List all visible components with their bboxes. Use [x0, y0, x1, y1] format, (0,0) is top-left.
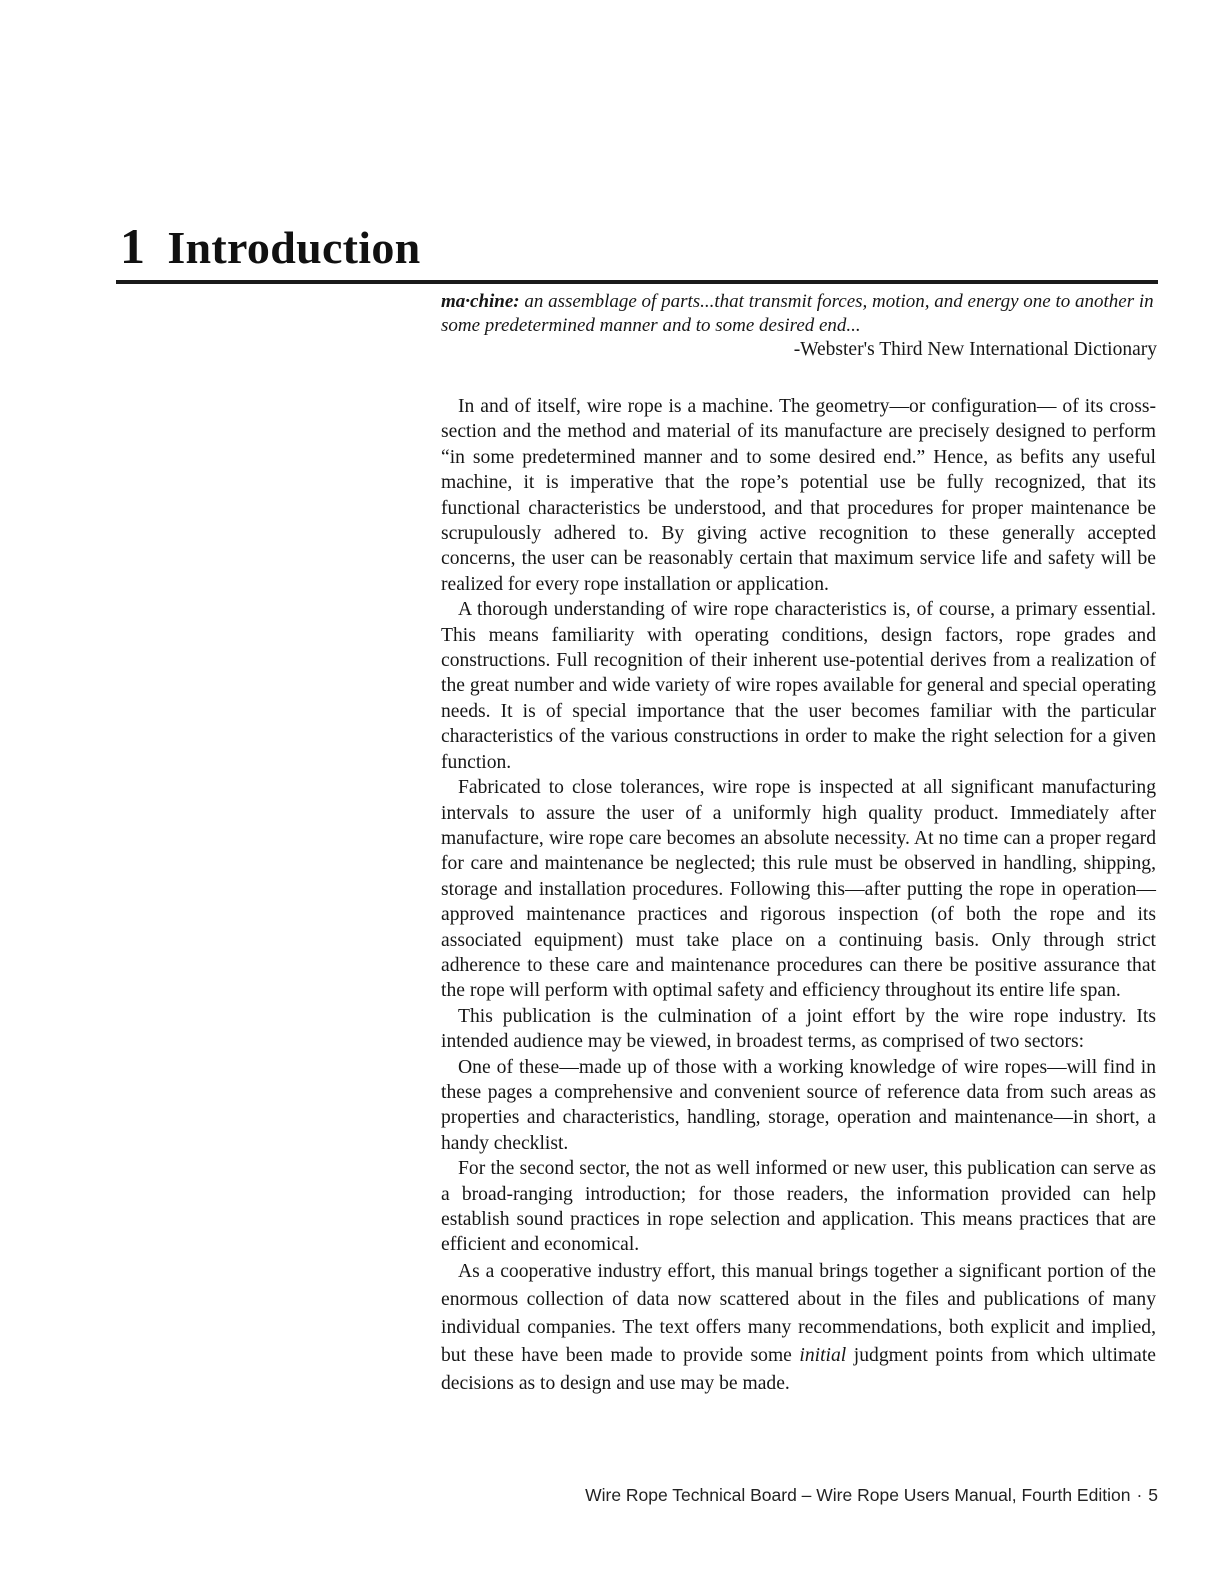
page-number: 5 — [1148, 1485, 1158, 1505]
chapter-divider — [116, 280, 1158, 284]
epigraph — [441, 290, 1157, 362]
chapter-number: 1 — [120, 218, 146, 274]
paragraph-3: Fabricated to close tolerances, wire rope is inspected at all significant manufacturing intervals to assure the user of a uniformly high quality product. Immediately after manufacture, wire rope care becomes an absolute necessity. At no time can a proper regard for care and maintenance be neglected; this rule must be observed in handling, shipping, storage and installation procedures. Following this—after putting the rope in operation—approved maintenance practices and rigorous inspection (of both the rope and its associated equipment) must take place on a continuing basis. Only through strict adherence to these care and maintenance procedures can there be positive assurance that the rope will perform with optimal safety and efficiency throughout its entire life span. — [441, 777, 1156, 1002]
paragraph-7-start: As a cooperative industry effort, this manual brings together a significant portion of the enormous collection of data now scattered about in the files and publications of many individual companies. The text offers many recommendations, both explicit and implied, but these have been made to provide some — [441, 1260, 1156, 1366]
body-text — [441, 394, 1156, 1398]
epigraph-term: ma·chine: — [441, 291, 520, 312]
footer-separator: · — [1136, 1485, 1143, 1505]
epigraph-definition — [441, 290, 1157, 338]
footer-text: Wire Rope Technical Board – Wire Rope Users Manual, Fourth Edition — [585, 1485, 1131, 1505]
chapter-heading — [120, 218, 421, 276]
epigraph-source: -Webster's Third New International Dictionary — [793, 339, 1157, 360]
chapter-title: Introduction — [167, 222, 421, 273]
page-footer — [585, 1484, 1158, 1506]
paragraph-4: This publication is the culmination of a joint effort by the wire rope industry. Its intended audience may be viewed, in broadest terms, as comprised of two sectors: — [441, 1005, 1156, 1053]
paragraph-7 — [441, 1258, 1156, 1398]
paragraph-6: For the second sector, the not as well informed or new user, this publication can serve as a broad-ranging introduction; for those readers, the information provided can help establish sound practices in rope selection and application. This means practices that are efficient and economical. — [441, 1158, 1156, 1256]
epigraph-definition-text: an assemblage of parts...that transmit forces, motion, and energy one to another in some predetermined manner and to some desired end... — [441, 291, 1154, 336]
paragraph-7-emphasis: initial — [799, 1344, 847, 1366]
paragraph-5: One of these—made up of those with a working knowledge of wire ropes—will find in these pages a comprehensive and convenient source of reference data from such areas as properties and characteristics, handling, storage, operation and maintenance—in short, a handy checklist. — [441, 1056, 1156, 1154]
paragraph-2: A thorough understanding of wire rope characteristics is, of course, a primary essential. This means familiarity with operating conditions, design factors, rope grades and constructions. Full recognition of their inherent use-potential derives from a realization of the great number and wide variety of wire ropes available for general and special operating needs. It is of special importance that the user becomes familiar with the particular characteristics of the various constructions in order to make the right selection for a given function. — [441, 599, 1156, 773]
paragraph-1: In and of itself, wire rope is a machine. The geometry—or configuration— of its cross-section and the method and material of its manufacture are precisely designed to perform “in some predetermined manner and to some desired end.” Hence, as befits any useful machine, it is imperative that the rope’s potential use be fully recognized, that its functional characteristics be understood, and that procedures for proper maintenance be scrupulously adhered to. By giving active recognition to these generally accepted concerns, the user can be reasonably certain that maximum service life and safety will be realized for every rope installation or application. — [441, 396, 1156, 595]
paragraph-7-end: judgment points from which ultimate decisions as to design and use may be made. — [441, 1344, 1157, 1394]
